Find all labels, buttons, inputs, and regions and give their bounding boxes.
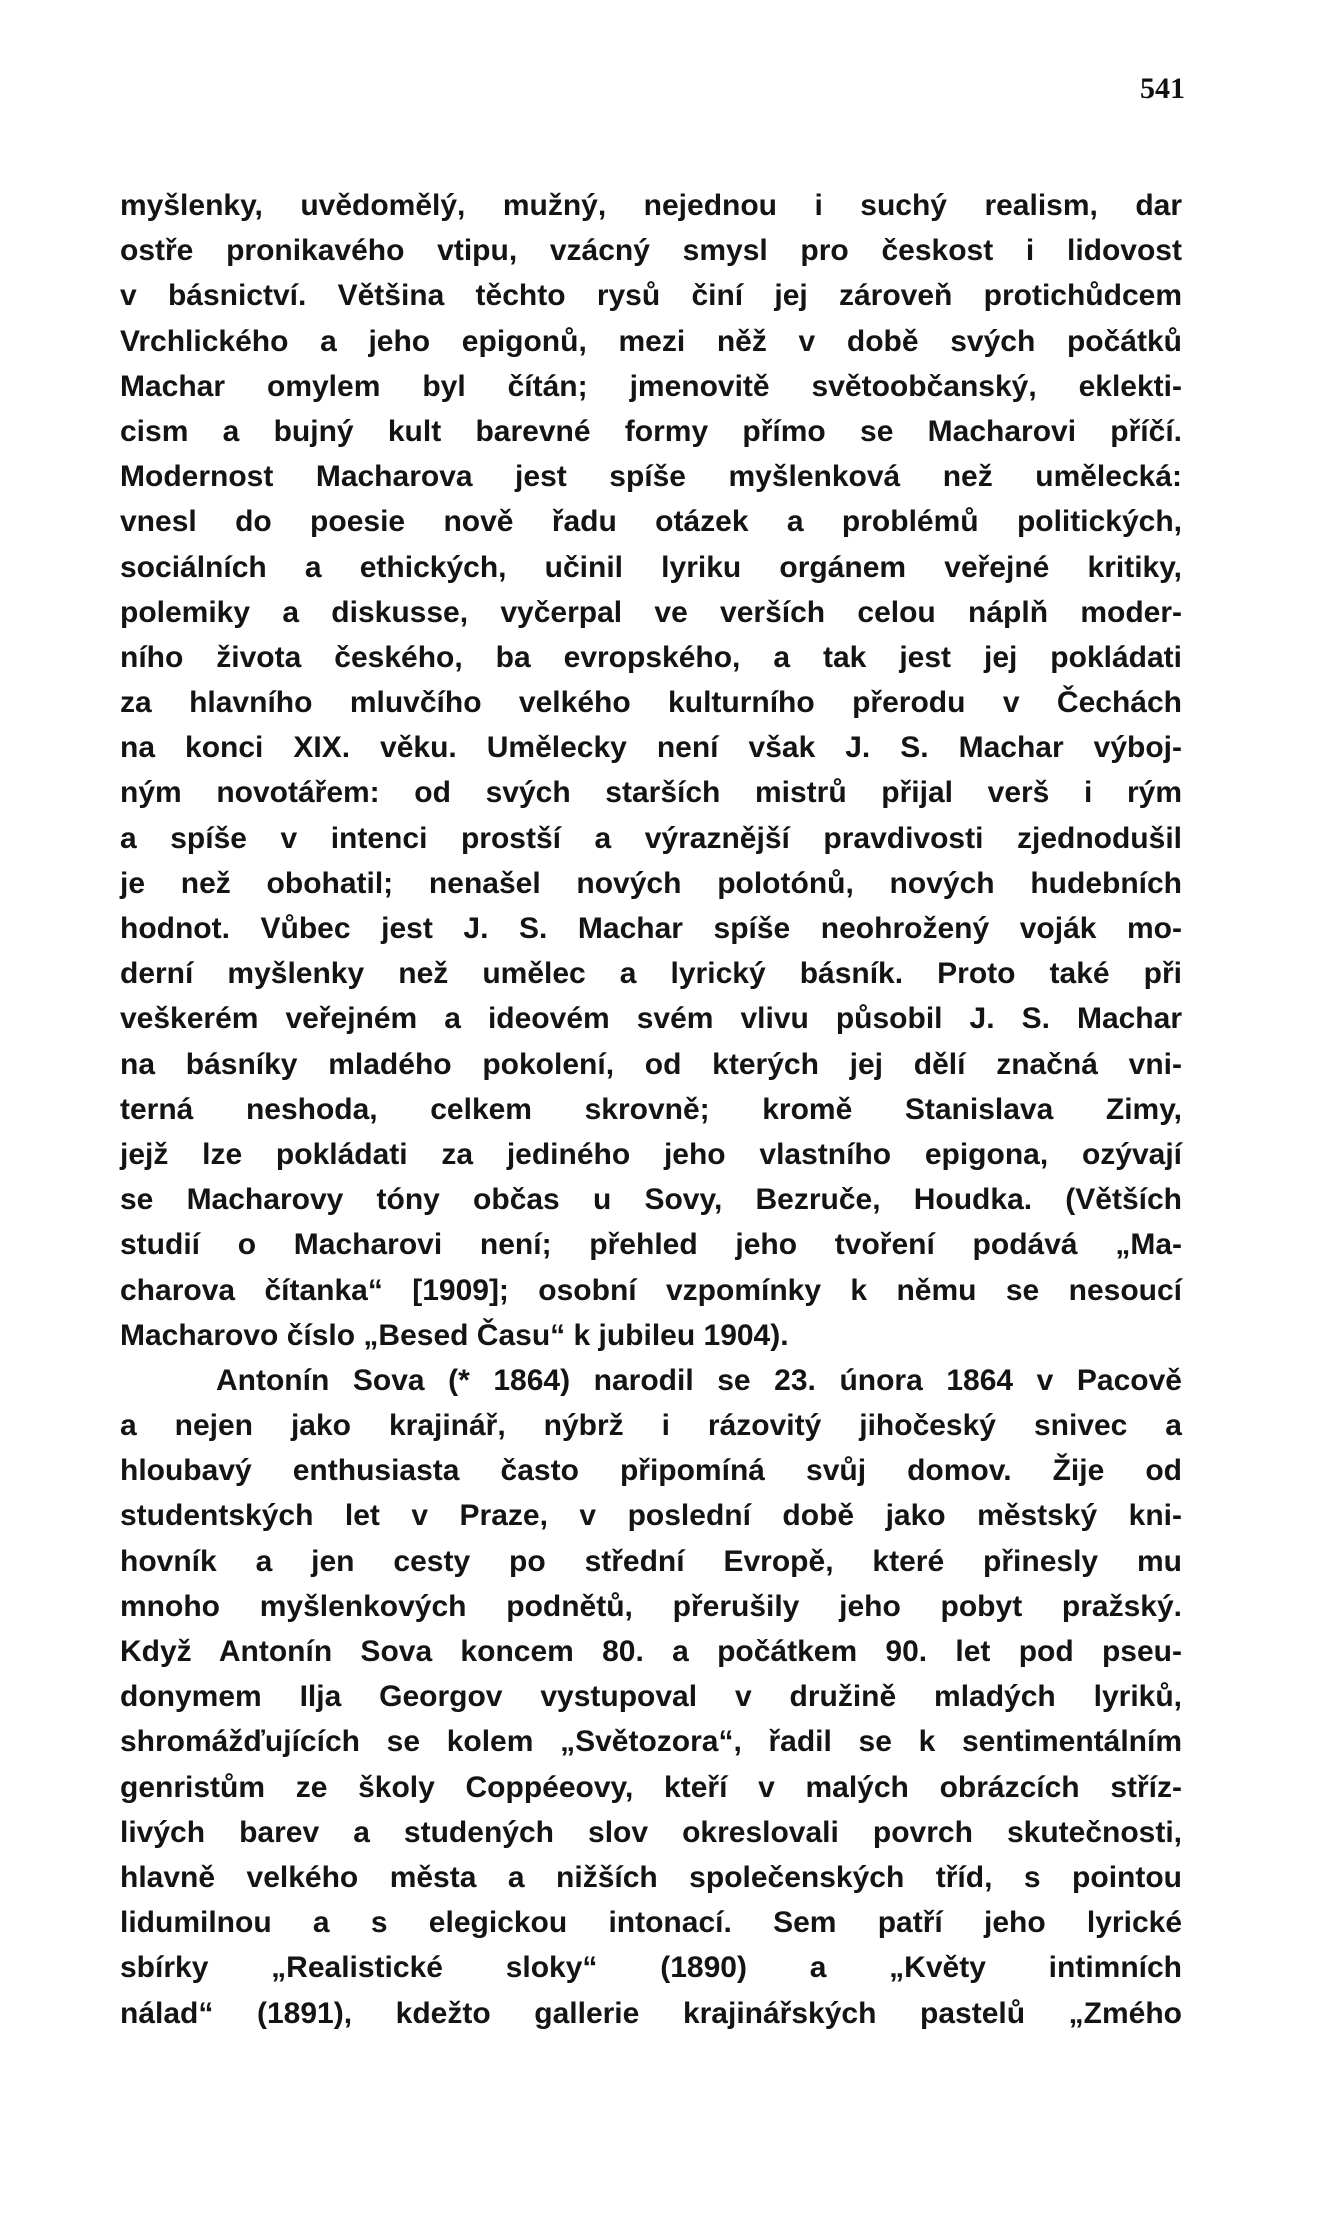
- text-line: jejž lze pokládati za jediného jeho vlastního epigona, ozývají: [120, 1137, 1182, 1171]
- text-line: livých barev a studených slov okreslovali povrch skutečnosti,: [120, 1815, 1182, 1849]
- text-line: hloubavý enthusiasta často připomíná svůj domov. Žije od: [120, 1454, 1182, 1488]
- text-line: cism a bujný kult barevné formy přímo se Macharovi příčí.: [120, 414, 1182, 448]
- page-number: 541: [1140, 72, 1185, 105]
- text-line: Machar omylem byl čítán; jmenovitě světoobčanský, eklekti-: [120, 369, 1182, 403]
- text-line: je než obohatil; nenašel nových polotónů, nových hudebních: [120, 866, 1182, 900]
- text-line: studentských let v Praze, v poslední době jako městský kni-: [120, 1499, 1182, 1533]
- text-line: donymem Ilja Georgov vystupoval v družině mladých lyriků,: [120, 1680, 1182, 1714]
- text-line: studií o Macharovi není; přehled jeho tvoření podává „Ma-: [120, 1228, 1182, 1262]
- text-line: a spíše v intenci prostší a výraznější pravdivosti zjednodušil: [120, 821, 1182, 855]
- text-line: v básnictví. Většina těchto rysů činí jej zároveň protichůdcem: [120, 279, 1182, 313]
- text-line: Když Antonín Sova koncem 80. a počátkem 90. let pod pseu-: [120, 1635, 1182, 1668]
- paragraph-end-line: Macharovo číslo „Besed Času“ k jubileu 1904).: [120, 1318, 789, 1352]
- text-line: lidumilnou a s elegickou intonací. Sem patří jeho lyrické: [120, 1906, 1182, 1940]
- paragraph-start-line: Antonín Sova (* 1864) narodil se 23. února 1864 v Pacově: [216, 1363, 1182, 1397]
- text-line: nálad“ (1891), kdežto gallerie krajinářských pastelů „Zmého: [120, 1996, 1182, 2030]
- text-line: charova čítanka“ [1909]; osobní vzpomínky k němu se nesoucí: [120, 1273, 1182, 1307]
- text-line: Modernost Macharova jest spíše myšlenková než umělecká:: [120, 460, 1182, 494]
- text-line: hlavně velkého města a nižších společenských tříd, s pointou: [120, 1860, 1182, 1894]
- text-line: hovník a jen cesty po střední Evropě, které přinesly mu: [120, 1544, 1182, 1578]
- text-line: sbírky „Realistické sloky“ (1890) a „Květy intimních: [120, 1951, 1182, 1985]
- text-line: se Macharovy tóny občas u Sovy, Bezruče, Houdka. (Větších: [120, 1183, 1182, 1217]
- text-line: a nejen jako krajinář, nýbrž i rázovitý jihočeský snivec a: [120, 1409, 1182, 1443]
- body-text: [120, 183, 1182, 2036]
- text-line: hodnot. Vůbec jest J. S. Machar spíše neohrožený voják mo-: [120, 912, 1182, 945]
- text-line: derní myšlenky než umělec a lyrický básník. Proto také při: [120, 957, 1182, 991]
- text-line: myšlenky, uvědomělý, mužný, nejednou i suchý realism, dar: [120, 189, 1182, 222]
- text-line: ným novotářem: od svých starších mistrů přijal verš i rým: [120, 776, 1182, 810]
- text-line: za hlavního mluvčího velkého kulturního přerodu v Čechách: [120, 686, 1182, 720]
- text-line: genristům ze školy Coppéeovy, kteří v malých obrázcích stříz-: [120, 1770, 1182, 1804]
- text-line: na básníky mladého pokolení, od kterých jej dělí značná vni-: [120, 1047, 1182, 1081]
- text-line: terná neshoda, celkem skrovně; kromě Stanislava Zimy,: [120, 1092, 1182, 1126]
- text-line: veškerém veřejném a ideovém svém vlivu působil J. S. Machar: [120, 1002, 1182, 1036]
- text-line: sociálních a ethických, učinil lyriku orgánem veřejné kritiky,: [120, 550, 1182, 584]
- text-line: vnesl do poesie nově řadu otázek a problémů politických,: [120, 505, 1182, 539]
- text-line: ního života českého, ba evropského, a tak jest jej pokládati: [120, 640, 1182, 674]
- text-line: polemiky a diskusse, vyčerpal ve verších celou náplň moder-: [120, 595, 1182, 629]
- text-line: shromážďujících se kolem „Světozora“, řadil se k sentimentálním: [120, 1725, 1182, 1759]
- text-line: mnoho myšlenkových podnětů, přerušily jeho pobyt pražský.: [120, 1589, 1182, 1623]
- text-line: na konci XIX. věku. Umělecky není však J. S. Machar výboj-: [120, 731, 1182, 765]
- text-line: ostře pronikavého vtipu, vzácný smysl pro českost i lidovost: [120, 234, 1182, 268]
- text-line: Vrchlického a jeho epigonů, mezi něž v době svých počátků: [120, 324, 1182, 358]
